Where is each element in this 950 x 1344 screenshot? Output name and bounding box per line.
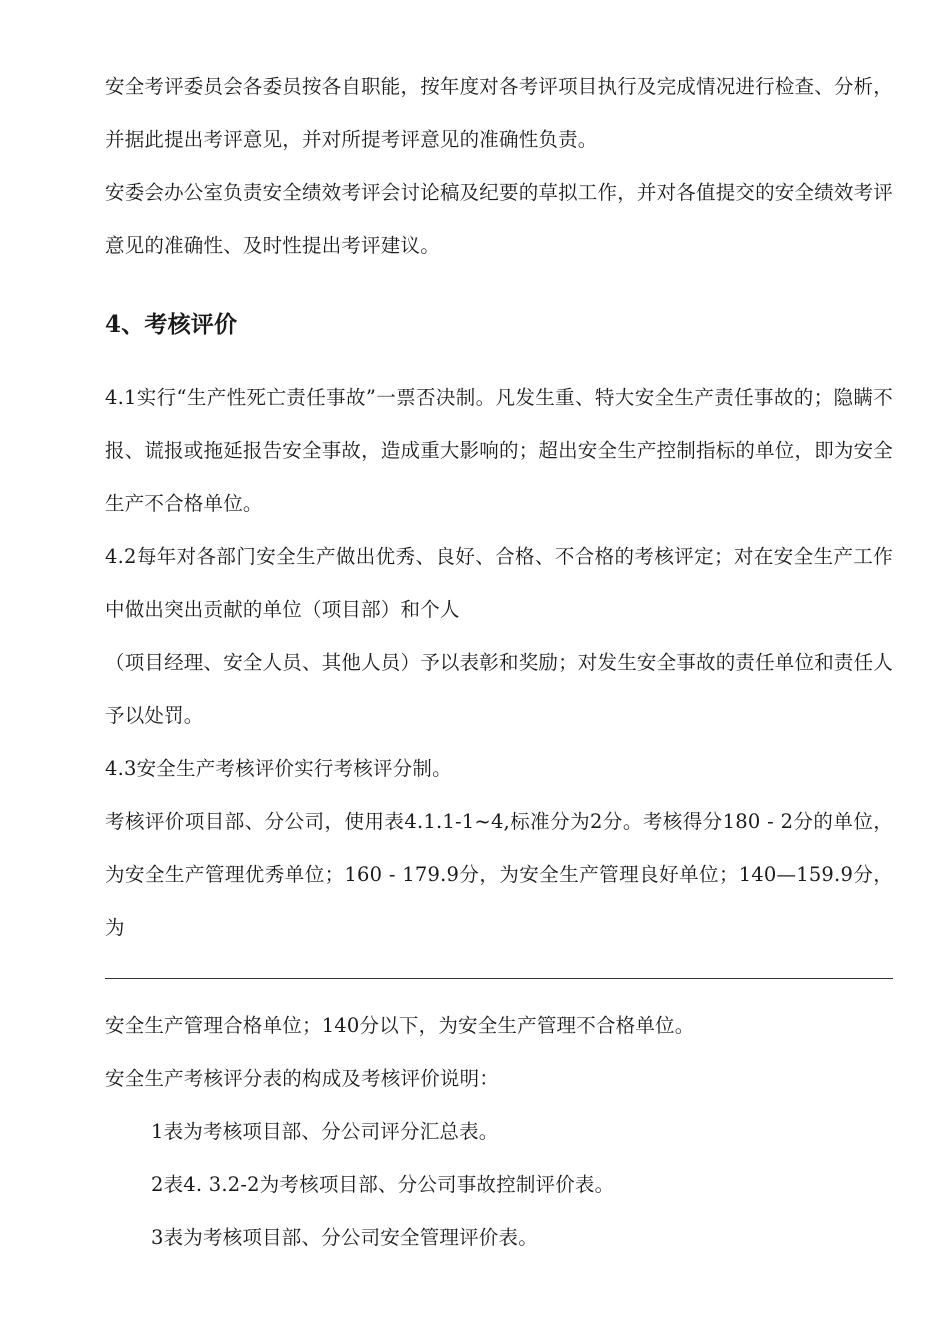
paragraph-committee-duties: 安全考评委员会各委员按各自职能，按年度对各考评项目执行及完成情况进行检查、分析，并据此提出考评意见，并对所提考评意见的准确性负责。 bbox=[105, 75, 894, 151]
paragraph-table-intro: 安全生产考核评分表的构成及考核评价说明： bbox=[105, 1067, 500, 1090]
document-page bbox=[105, 60, 893, 1264]
paragraph-office-duties: 安委会办公室负责安全绩效考评会讨论稿及纪要的草拟工作，并对各值提交的安全绩效考评意见的准确性、及时性提出考评建议。 bbox=[105, 181, 894, 257]
list-item: 3表为考核项目部、分公司安全管理评价表。 bbox=[151, 1226, 538, 1249]
paragraph-4-3: 4.3安全生产考核评价实行考核评分制。 bbox=[105, 757, 452, 780]
paragraph-4-2-part2: （项目经理、安全人员、其他人员）予以表彰和奖励；对发生安全事故的责任单位和责任人予以处罚。 bbox=[105, 651, 894, 727]
paragraph-4-2-part1: 4.2每年对各部门安全生产做出优秀、良好、合格、不合格的考核评定；对在安全生产工作中做出突出贡献的单位（项目部）和个人 bbox=[105, 545, 893, 621]
list-item: 2表4. 3.2-2为考核项目部、分公司事故控制评价表。 bbox=[151, 1173, 615, 1196]
list-item: 1表为考核项目部、分公司评分汇总表。 bbox=[151, 1120, 499, 1143]
paragraph-scoring-continued: 安全生产管理合格单位；140分以下，为安全生产管理不合格单位。 bbox=[105, 1014, 695, 1037]
page-divider bbox=[105, 978, 893, 979]
paragraph-scoring: 考核评价项目部、分公司，使用表4.1.1-1~4,标准分为2分。考核得分180 - 2分的单位，为安全生产管理优秀单位；160 - 179.9分，为安全生产管理良好单位；140—159.9分，为 bbox=[105, 810, 893, 939]
section-heading: 4、考核评价 bbox=[105, 311, 238, 338]
paragraph-4-1: 4.1实行“生产性死亡责任事故”一票否决制。凡发生重、特大安全生产责任事故的；隐瞒不报、谎报或拖延报告安全事故，造成重大影响的；超出安全生产控制指标的单位，即为安全生产不合格单位。 bbox=[105, 386, 894, 515]
